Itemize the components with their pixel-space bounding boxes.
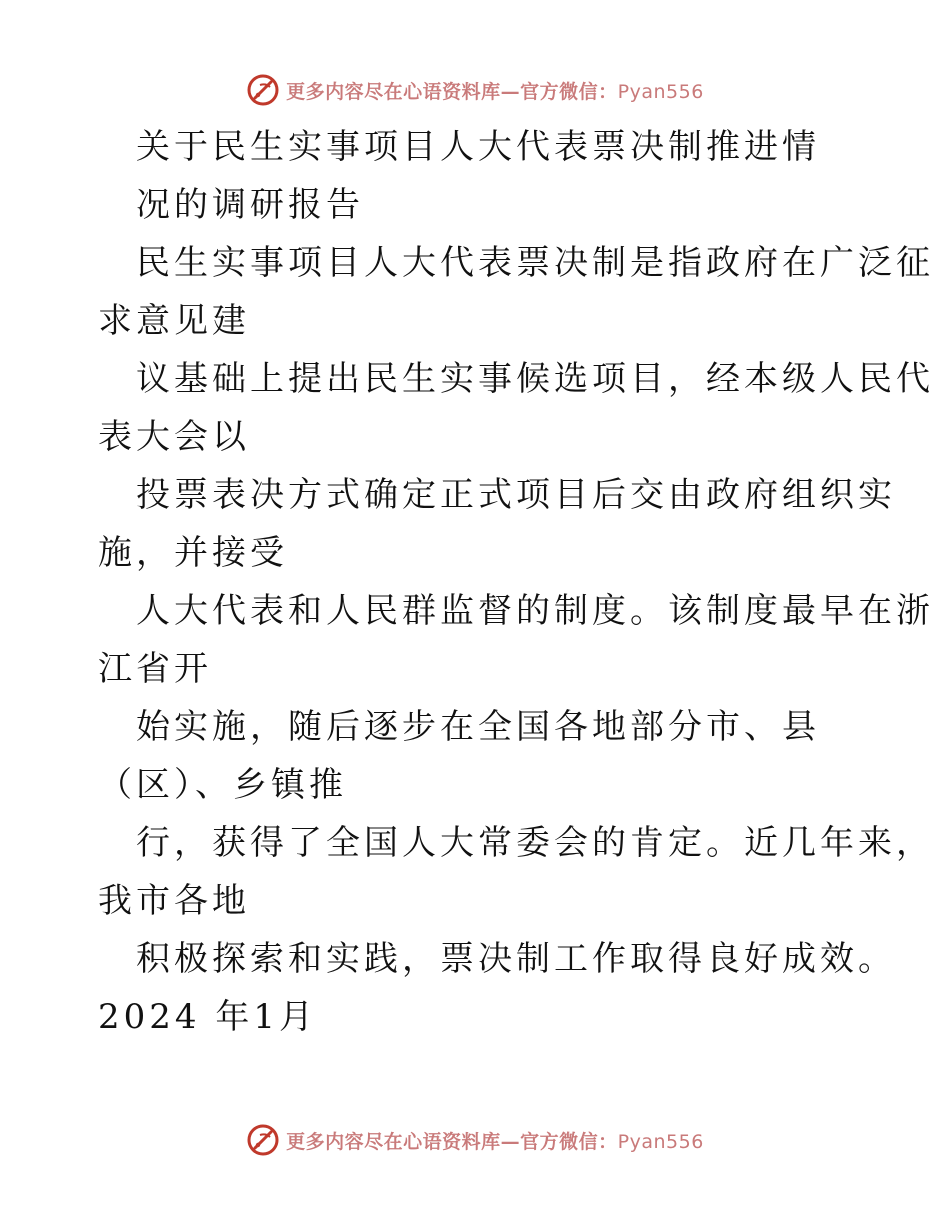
document-line: 我市各地 <box>98 881 250 921</box>
document-line: 议基础上提出民生实事候选项目，经本级人民代 <box>136 359 934 399</box>
watermark-wechat-id: Pyan556 <box>617 1130 704 1153</box>
document-line: 民生实事项目人大代表票决制是指政府在广泛征 <box>136 243 934 283</box>
document-line: 人大代表和人民群监督的制度。该制度最早在浙 <box>136 591 934 631</box>
document-line: 江省开 <box>98 649 212 689</box>
header-watermark <box>0 70 950 110</box>
document-line: 求意见建 <box>98 301 250 341</box>
document-line: 表大会以 <box>98 417 250 457</box>
quill-logo-icon <box>246 73 280 107</box>
footer-watermark <box>0 1120 950 1160</box>
document-line: 况的调研报告 <box>136 185 364 225</box>
watermark-wechat-id: Pyan556 <box>617 80 704 103</box>
document-line: 始实施，随后逐步在全国各地部分市、县 <box>136 707 820 747</box>
watermark-text <box>286 77 704 104</box>
watermark-text-cn: 更多内容尽在心语资料库—官方微信： <box>286 1130 618 1153</box>
document-line: （区）、乡镇推 <box>98 765 347 805</box>
document-line: 行，获得了全国人大常委会的肯定。近几年来， <box>136 823 934 863</box>
document-line: 关于民生实事项目人大代表票决制推进情 <box>136 127 820 167</box>
watermark-text <box>286 1127 704 1154</box>
document-line: 积极探索和实践，票决制工作取得良好成效。 <box>136 939 896 979</box>
watermark-text-cn: 更多内容尽在心语资料库—官方微信： <box>286 80 618 103</box>
quill-logo-icon <box>246 1123 280 1157</box>
document-line: 2024 年1月 <box>98 997 317 1037</box>
document-line: 施，并接受 <box>98 533 288 573</box>
document-line: 投票表决方式确定正式项目后交由政府组织实 <box>136 475 896 515</box>
